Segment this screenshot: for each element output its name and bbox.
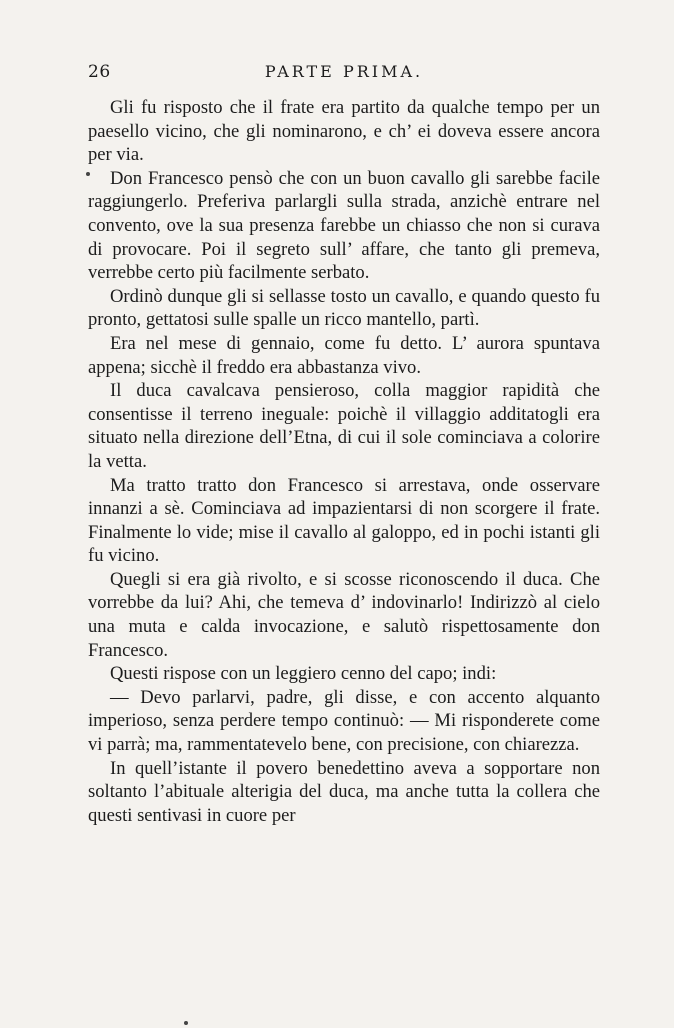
ink-speck bbox=[86, 172, 90, 176]
page-number: 26 bbox=[88, 62, 111, 82]
paragraph: Don Francesco pensò che con un buon cavallo gli sarebbe facile raggiungerlo. Preferiva parlargli sulla strada, anzichè entrare nel convento, ove la sua presenza farebbe un chiasso che non si curava di provocare. Poi il segreto sull’ affare, che tanto gli premeva, verrebbe certo più facilmente serbato. bbox=[88, 167, 600, 284]
ink-speck bbox=[184, 1021, 188, 1025]
paragraph: In quell’istante il povero benedettino aveva a sopportare non soltanto l’abituale alterigia del duca, ma anche tutta la collera che questi sentivasi in cuore per bbox=[88, 757, 600, 826]
running-head: PARTE PRIMA. bbox=[264, 62, 424, 81]
paragraph: Era nel mese di gennaio, come fu detto. L’ aurora spuntava appena; sicchè il freddo era abbastanza vivo. bbox=[88, 332, 600, 378]
body-text bbox=[88, 96, 600, 827]
paragraph: Ordinò dunque gli si sellasse tosto un cavallo, e quando questo fu pronto, gettatosi sulle spalle un ricco mantello, partì. bbox=[88, 285, 600, 331]
paragraph: — Devo parlarvi, padre, gli disse, e con accento alquanto imperioso, senza perdere tempo continuò: — Mi risponderete come vi parrà; ma, rammentatevelo bene, con precisione, con chiarezza. bbox=[88, 686, 600, 756]
paragraph: Gli fu risposto che il frate era partito da qualche tempo per un paesello vicino, che gli nominarono, e ch’ ei doveva essere ancora per via. bbox=[88, 97, 600, 166]
page-header bbox=[88, 62, 600, 86]
paragraph: Questi rispose con un leggiero cenno del capo; indi: bbox=[110, 663, 497, 685]
paragraph: Il duca cavalcava pensieroso, colla maggior rapidità che consentisse il terreno ineguale: poichè il villaggio additatogli era situato nella direzione dell’Etna, di cui il sole cominciava a colorire la vetta. bbox=[88, 380, 600, 472]
paragraph: Quegli si era già rivolto, e si scosse riconoscendo il duca. Che vorrebbe da lui? Ahi, che temeva d’ indovinarlo! Indirizzò al cielo una muta e calda invocazione, e salutò rispettosamente don Francesco. bbox=[88, 568, 600, 661]
paragraph: Ma tratto tratto don Francesco si arrestava, onde osservare innanzi a sè. Cominciava ad impazientarsi di non scorgere il frate. Finalmente lo vide; mise il cavallo al galoppo, ed in pochi istanti gli fu vicino. bbox=[88, 474, 600, 567]
